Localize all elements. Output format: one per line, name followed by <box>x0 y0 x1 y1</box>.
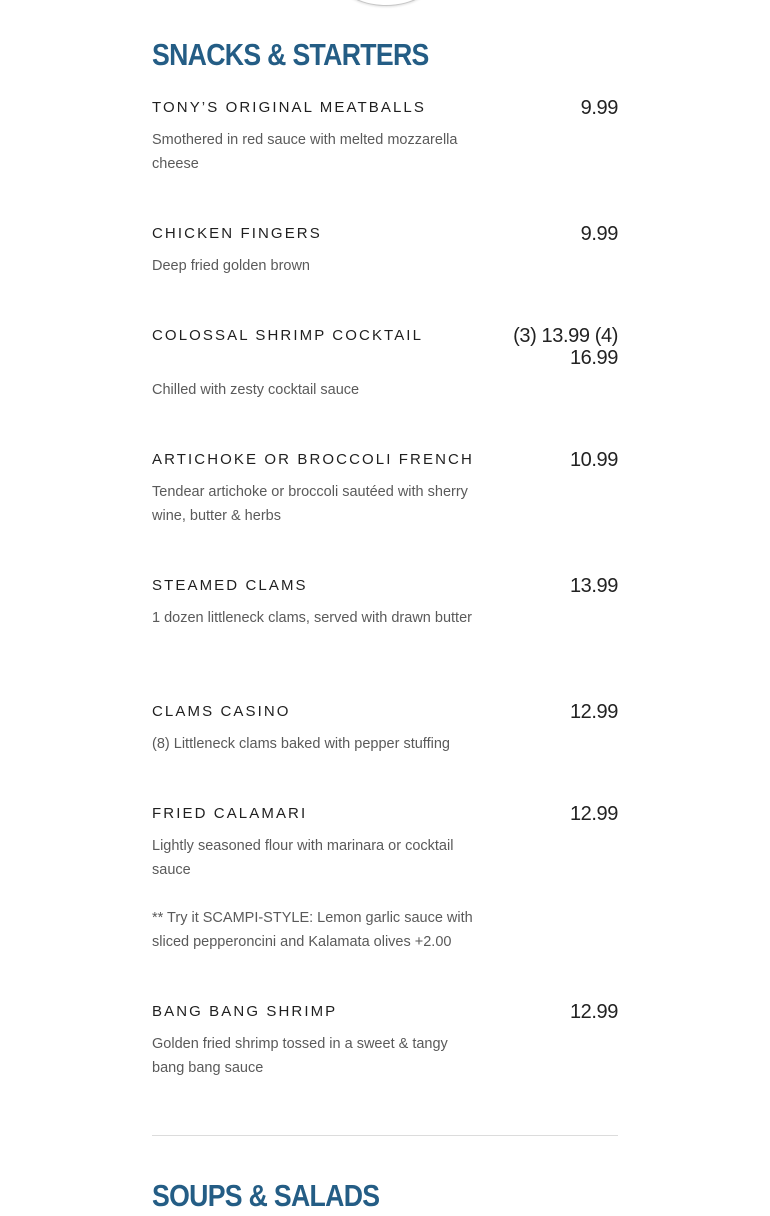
item-description: Tendear artichoke or broccoli sautéed with sherry wine, butter & herbs <box>152 484 468 524</box>
item-price: 10.99 <box>569 449 618 471</box>
top-circle-decoration <box>335 0 437 6</box>
item-price: 12.99 <box>569 701 618 723</box>
item-price: 12.99 <box>569 803 618 825</box>
item-note: ** Try it SCAMPI-STYLE: Lemon garlic sauce with sliced pepperoncini and Kalamata olives +2.00 <box>152 910 473 950</box>
item-description: Chilled with zesty cocktail sauce <box>152 382 360 398</box>
item-name: STEAMED CLAMS <box>152 577 308 594</box>
item-name: ARTICHOKE OR BROCCOLI FRENCH <box>152 451 474 468</box>
item-description: 1 dozen littleneck clams, served with drawn butter <box>152 610 472 626</box>
item-price: (3) 13.99 (4) 16.99 <box>513 325 618 369</box>
item-price: 12.99 <box>569 1001 618 1023</box>
item-name: COLOSSAL SHRIMP COCKTAIL <box>152 327 424 344</box>
item-name: CHICKEN FINGERS <box>152 225 322 242</box>
item-description: Lightly seasoned flour with marinara or cocktail sauce <box>152 838 454 878</box>
item-description: (8) Littleneck clams baked with pepper stuffing <box>152 736 450 752</box>
item-description: Deep fried golden brown <box>152 258 310 274</box>
item-name: TONY’S ORIGINAL MEATBALLS <box>152 99 426 116</box>
item-price: 13.99 <box>569 575 618 597</box>
item-description: Smothered in red sauce with melted mozzarella cheese <box>152 132 458 172</box>
item-name: CLAMS CASINO <box>152 703 291 720</box>
item-price: 9.99 <box>580 97 618 119</box>
section-divider <box>152 1135 618 1136</box>
item-name: FRIED CALAMARI <box>152 805 308 822</box>
section-title-soups-salads: SOUPS & SALADS <box>152 1178 380 1213</box>
item-name: BANG BANG SHRIMP <box>152 1003 338 1020</box>
item-description: Golden fried shrimp tossed in a sweet & tangy bang bang sauce <box>152 1036 448 1076</box>
section-title-snacks-starters: SNACKS & STARTERS <box>152 37 429 72</box>
item-price: 9.99 <box>580 223 618 245</box>
